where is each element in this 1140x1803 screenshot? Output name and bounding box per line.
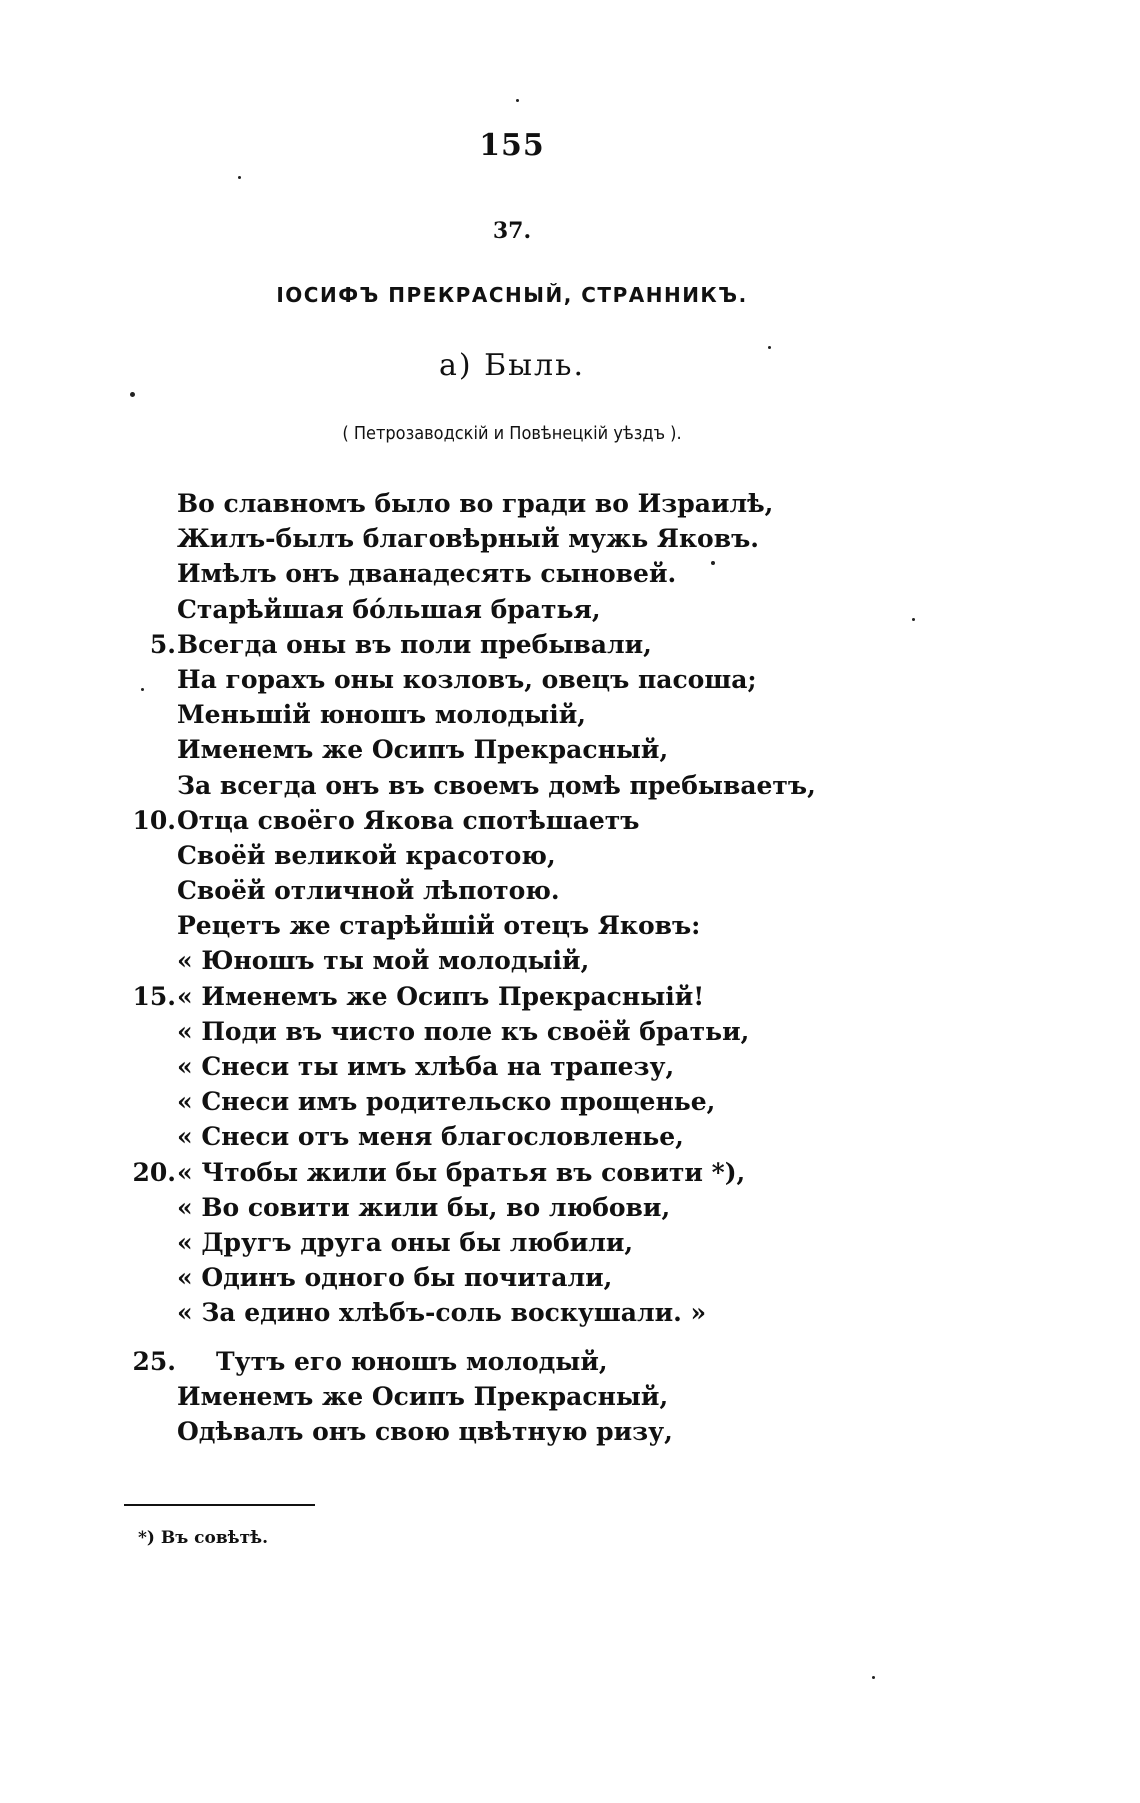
line-text: « Снеси ты имъ хлѣба на трапезу, — [177, 1052, 675, 1081]
line-number: 20. — [132, 1157, 176, 1187]
line-text: Отца своёго Якова спотѣшаетъ — [177, 805, 640, 835]
verse-line — [132, 627, 952, 662]
scan-speck — [238, 176, 241, 179]
scan-speck — [141, 688, 144, 691]
line-text: « Поди въ чисто поле къ своёй братьи, — [177, 1016, 750, 1046]
line-text: Жилъ-былъ благовѣрный мужь Яковъ. — [177, 524, 759, 554]
verse-line — [132, 943, 952, 978]
verse-line — [132, 1190, 952, 1225]
line-text: На горахъ оны козловъ, овецъ пасоша; — [177, 664, 757, 694]
line-text: Именемъ же Осипъ Прекрасный, — [177, 735, 669, 765]
line-text: Тутъ его юношъ молодый, — [216, 1346, 608, 1376]
line-text: За всегда онъ въ своемъ домѣ пребываетъ, — [177, 770, 816, 800]
line-text: Меньшій юношъ молодыій, — [177, 700, 586, 730]
verse-line — [132, 697, 952, 732]
line-text: « Во совити жили бы, во любови, — [177, 1192, 671, 1222]
line-text: Во славномъ было во гради во Израилѣ, — [177, 489, 774, 518]
verse-line — [132, 592, 952, 627]
line-text: Одѣвалъ онъ свою цвѣтную ризу, — [177, 1416, 673, 1446]
line-text: « Юношъ ты мой молодыій, — [177, 946, 590, 976]
piece-number: 37. — [492, 218, 532, 244]
verse-line — [132, 662, 952, 697]
verse-line — [132, 1155, 952, 1190]
line-number: 10. — [132, 805, 176, 835]
verse-line — [132, 1295, 952, 1330]
verse-line — [132, 908, 952, 943]
scan-speck — [516, 99, 519, 102]
verse-line — [132, 1379, 952, 1414]
variant-title: а) Быль. — [439, 348, 585, 383]
line-text: Всегда оны въ поли пребывали, — [177, 629, 652, 659]
piece-title: ІОСИФЪ ПРЕКРАСНЫЙ, СТРАННИКЪ. — [276, 283, 748, 307]
verse-line — [132, 1414, 952, 1449]
line-text: Имѣлъ онъ дванадесять сыновей. — [177, 559, 677, 589]
line-text: « Другъ друга оны бы любили, — [177, 1227, 634, 1257]
line-text: « Снеси имъ родительско прощенье, — [177, 1087, 716, 1117]
verse-line — [132, 979, 952, 1014]
verse-line — [132, 803, 952, 838]
verse-line — [132, 1014, 952, 1049]
page-number: 155 — [479, 128, 545, 163]
line-text: Своёй великой красотою, — [177, 840, 556, 870]
scan-speck — [768, 346, 771, 349]
verse-line — [132, 838, 952, 873]
line-text: Именемъ же Осипъ Прекрасный, — [177, 1381, 669, 1411]
verse-line — [132, 486, 952, 521]
footnote: *) Въ совѣтѣ. — [138, 1528, 269, 1548]
line-number: 5. — [149, 629, 176, 659]
verse-line — [132, 732, 952, 767]
scan-speck — [130, 392, 135, 397]
verse-line — [132, 873, 952, 908]
verse-line — [132, 556, 952, 591]
verse-line — [132, 1344, 952, 1379]
line-text: « Снеси отъ меня благословленье, — [177, 1122, 684, 1152]
footnote-rule — [124, 1504, 315, 1506]
line-text: Рецетъ же старѣйшій отецъ Яковъ: — [177, 911, 701, 941]
verse-line — [132, 1225, 952, 1260]
source-note: ( Петрозаводскій и Повѣнецкій уѣздъ ). — [342, 423, 682, 444]
scan-speck — [711, 561, 715, 565]
line-text: « Чтобы жили бы братья въ совити *), — [177, 1157, 746, 1187]
verse-line — [132, 521, 952, 556]
verse-line — [132, 1049, 952, 1084]
scan-speck — [912, 618, 915, 621]
line-text: Старѣйшая бóльшая братья, — [177, 594, 601, 624]
line-text: Своёй отличной лѣпотою. — [177, 876, 560, 906]
verse-line — [132, 1119, 952, 1154]
line-text: « Одинъ одного бы почитали, — [177, 1263, 613, 1293]
line-text: « За едино хлѣбъ-соль воскушали. » — [177, 1298, 707, 1328]
verse-line — [132, 768, 952, 803]
line-text: « Именемъ же Осипъ Прекрасныій! — [177, 981, 705, 1011]
verse-line — [132, 1084, 952, 1119]
line-number: 25. — [132, 1346, 176, 1376]
scan-speck — [872, 1676, 875, 1679]
verse-line — [132, 1260, 952, 1295]
line-number: 15. — [132, 981, 176, 1011]
verse-body — [132, 486, 952, 1449]
